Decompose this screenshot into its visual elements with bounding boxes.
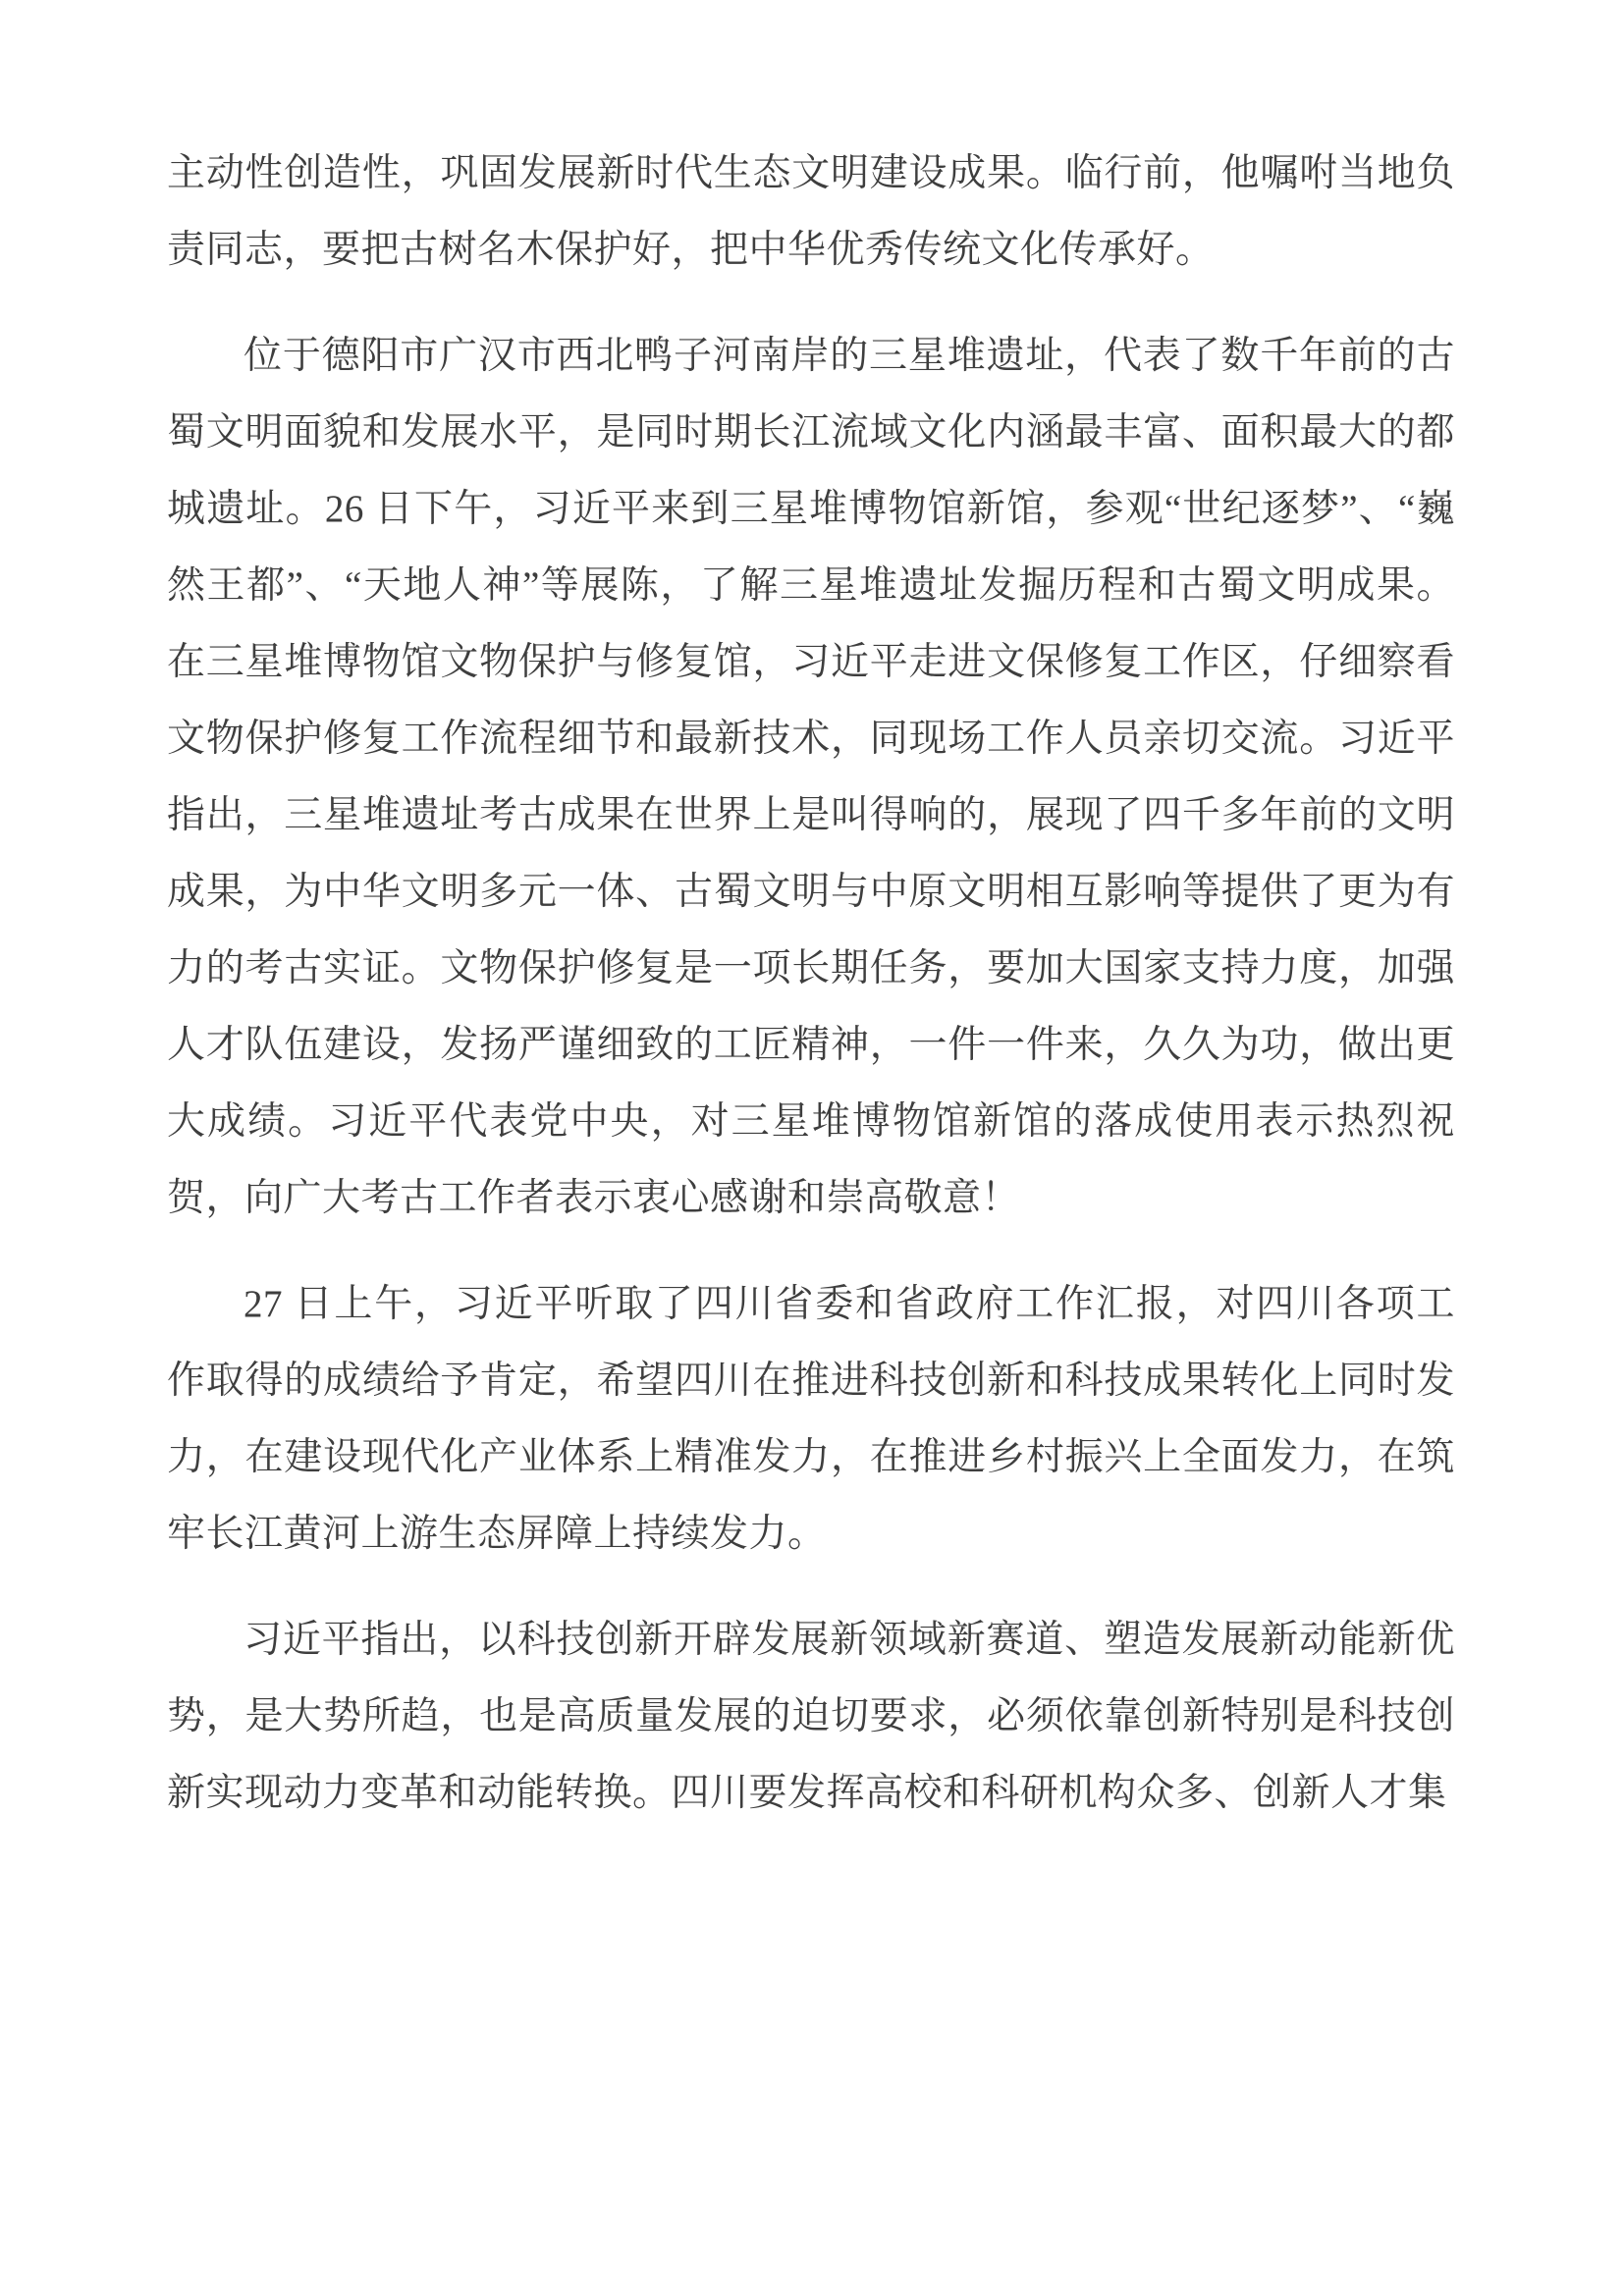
paragraph: 主动性创造性，巩固发展新时代生态文明建设成果。临行前，他嘱咐当地负责同志，要把古树名木保护好，把中华优秀传统文化传承好。 [167,152,1455,271]
paragraph: 位于德阳市广汉市西北鸭子河南岸的三星堆遗址，代表了数千年前的古蜀文明面貌和发展水平，是同时期长江流域文化内涵最丰富、面积最大的都城遗址。26 日下午，习近平来到三星堆博物馆新馆，参观“世纪逐梦”、“巍然王都”、“天地人神”等展陈，了解三星堆遗址发掘历程和古蜀文明成果。在三星堆博物馆文物保护与修复馆，习近平走进文保修复工作区，仔细察看文物保护修复工作流程细节和最新技术，同现场工作人员亲切交流。习近平指出，三星堆遗址考古成果在世界上是叫得响的，展现了四千多年前的文明成果，为中华文明多元一体、古蜀文明与中原文明相互影响等提供了更为有力的考古实证。文物保护修复是一项长期任务，要加大国家支持力度，加强人才队伍建设，发扬严谨细致的工匠精神，一件一件来，久久为功，做出更大成绩。习近平代表党中央，对三星堆博物馆新馆的落成使用表示热烈祝贺，向广大考古工作者表示衷心感谢和崇高敬意！ [167,335,1455,1219]
paragraph: 习近平指出，以科技创新开辟发展新领域新赛道、塑造发展新动能新优势，是大势所趋，也是高质量发展的迫切要求，必须依靠创新特别是科技创新实现动力变革和动能转换。四川要发挥高校和科研机构众多、创新人才集 [167,1619,1455,1814]
paragraph: 27 日上午，习近平听取了四川省委和省政府工作汇报，对四川各项工作取得的成绩给予肯定，希望四川在推进科技创新和科技成果转化上同时发力，在建设现代化产业体系上精准发力，在推进乡村振兴上全面发力，在筑牢长江黄河上游生态屏障上持续发力。 [167,1283,1455,1555]
